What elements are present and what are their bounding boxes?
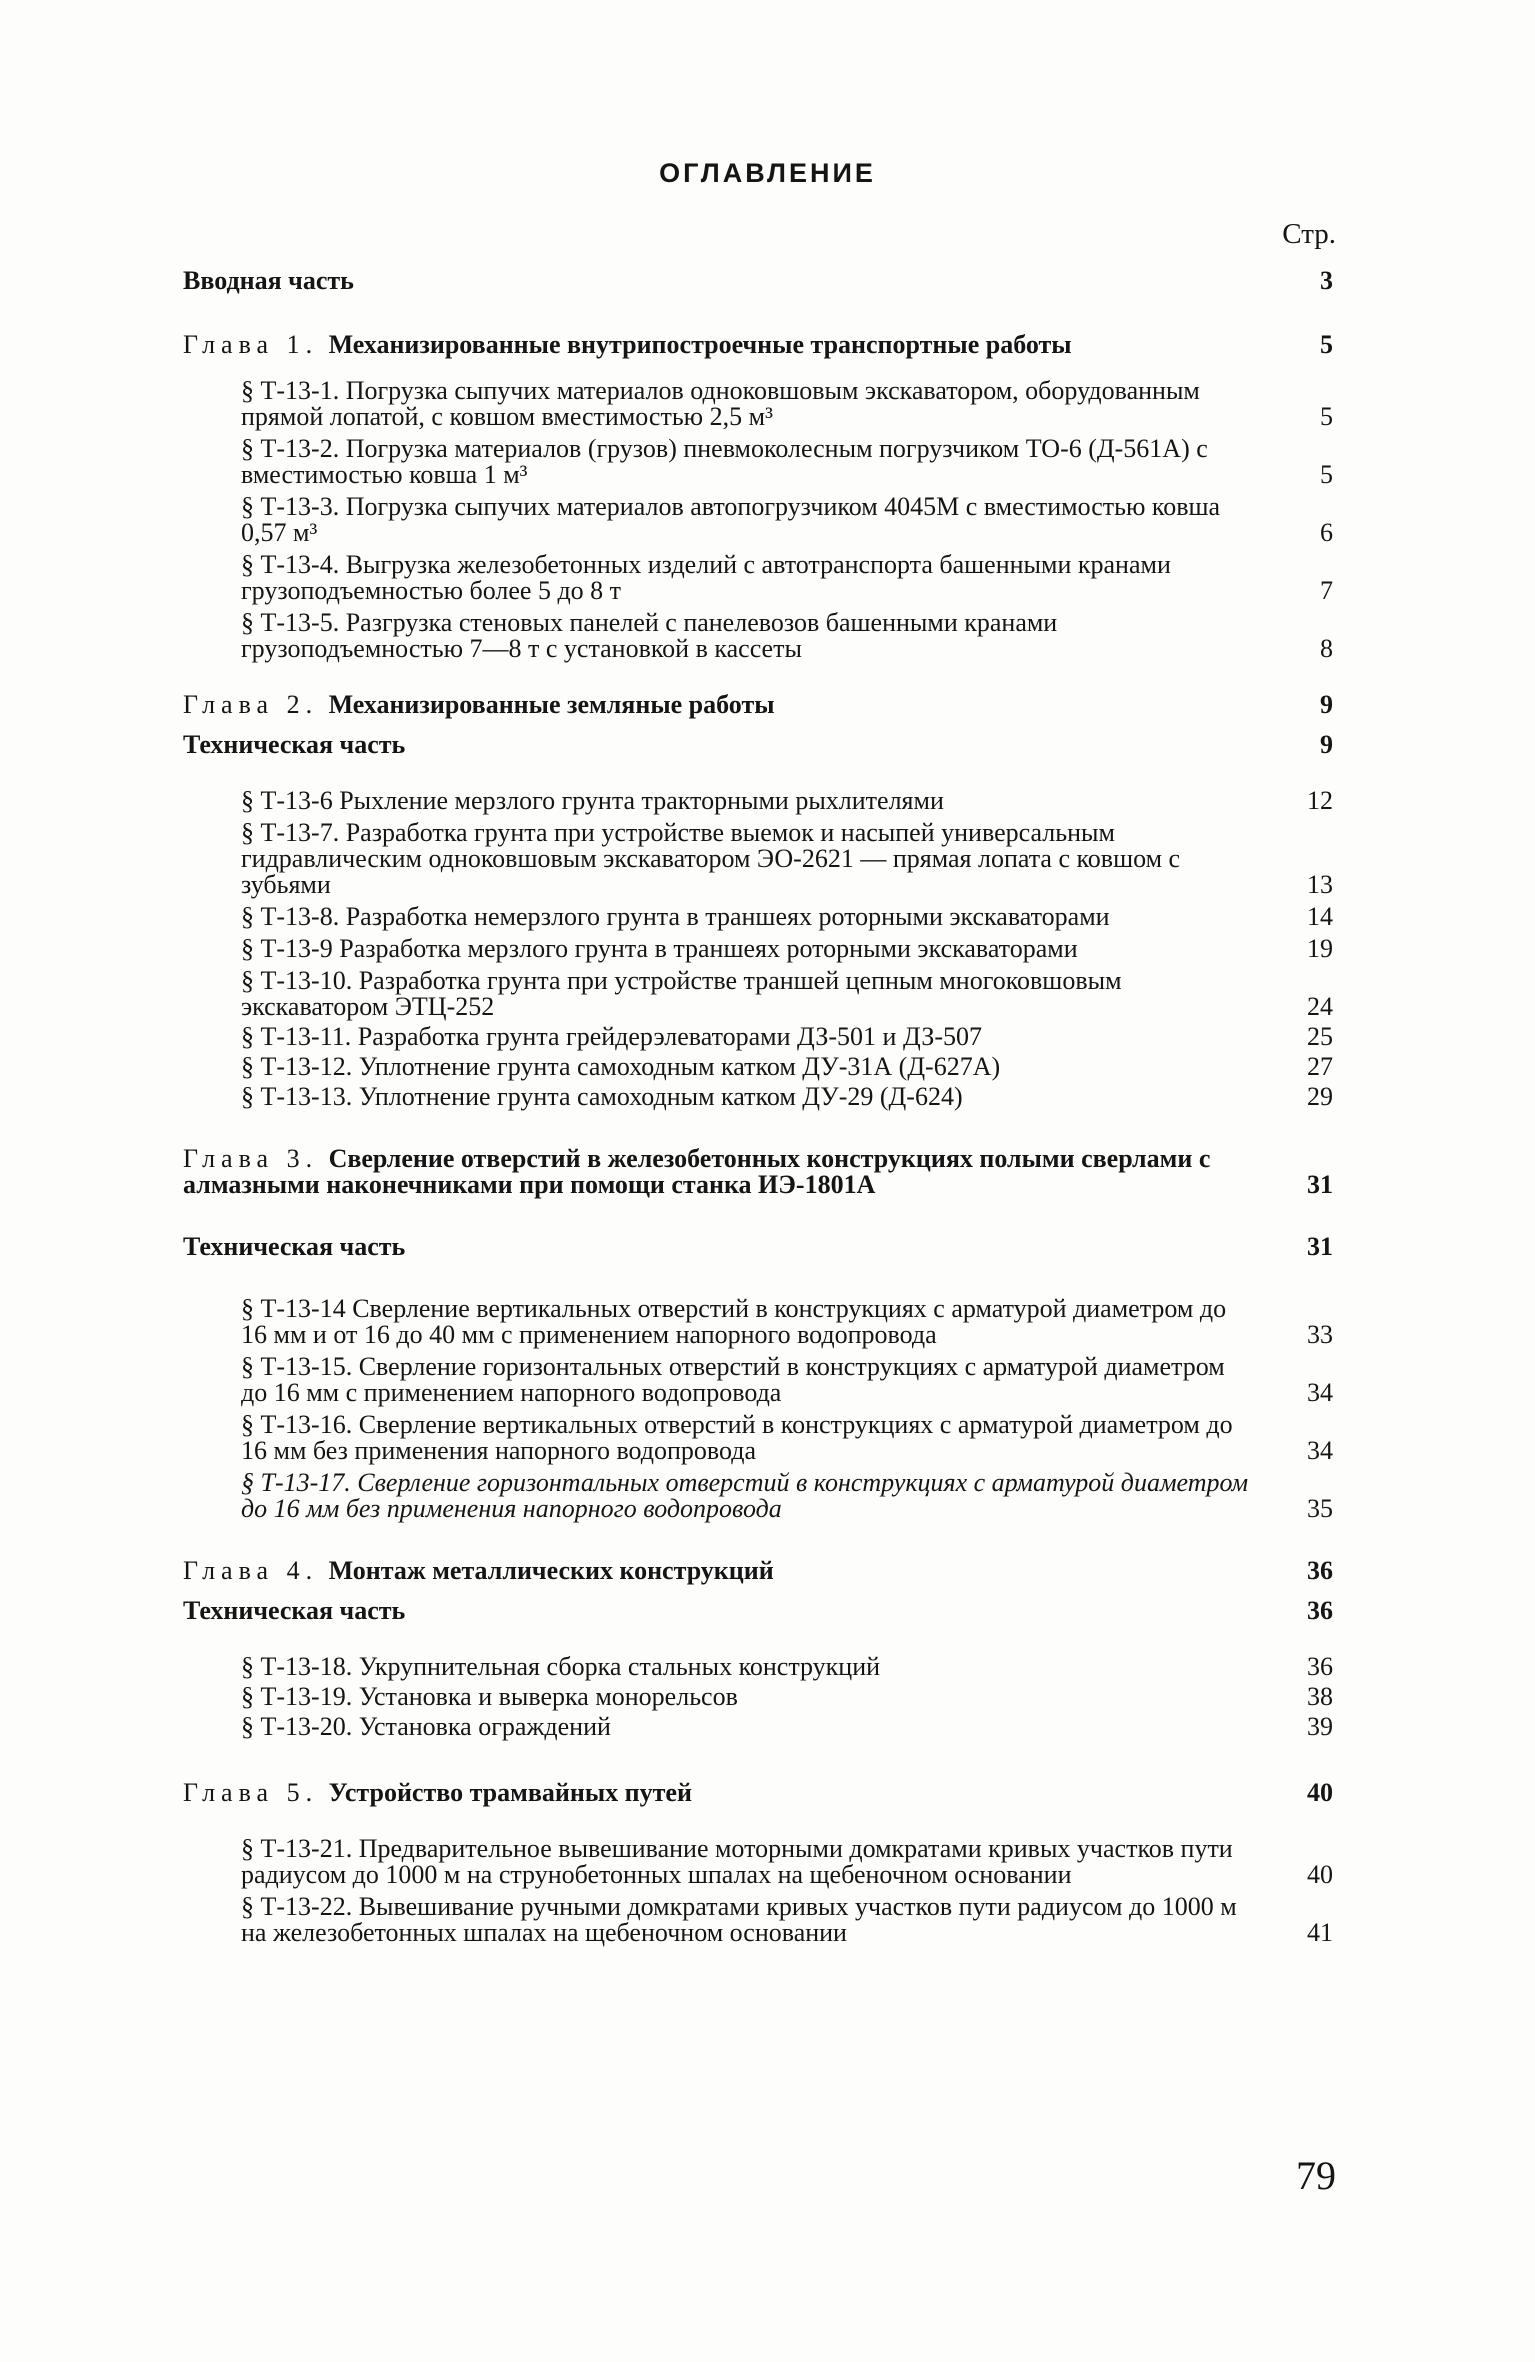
toc-page-number: 35 bbox=[1307, 1494, 1333, 1523]
chapter-label: Глава 1. bbox=[183, 330, 319, 359]
toc-entry-text: § Т-13-13. Уплотнение грунта самоходным катком ДУ-29 (Д-624) bbox=[241, 1082, 963, 1111]
toc-page-number: 31 bbox=[1307, 1232, 1333, 1261]
toc-entry-text: § Т-13-17. Сверление горизонтальных отверстий в конструкциях с арматурой диаметром до 16 мм без применения напорного водопровода bbox=[241, 1468, 1249, 1523]
toc-entry-title bbox=[183, 332, 1277, 358]
toc-section-entry bbox=[183, 788, 1333, 814]
toc-section-entry bbox=[183, 1354, 1333, 1406]
toc-entry-title bbox=[241, 1470, 1277, 1522]
toc-entry-text: § Т-13-6 Рыхление мерзлого грунта тракторными рыхлителями bbox=[241, 786, 944, 815]
toc-section-entry bbox=[183, 494, 1333, 546]
toc-entry-title bbox=[241, 968, 1277, 1020]
toc-page-number: 34 bbox=[1307, 1378, 1333, 1407]
toc-section-entry bbox=[183, 552, 1333, 604]
toc-entry-title bbox=[241, 1354, 1277, 1406]
toc-chapter-entry bbox=[183, 692, 1333, 718]
toc-part-entry bbox=[183, 268, 1333, 294]
toc-page-number: 7 bbox=[1320, 576, 1333, 605]
toc-entry-title bbox=[241, 1714, 1277, 1740]
toc-section-entry bbox=[183, 1654, 1333, 1680]
toc-entry-text: Техническая часть bbox=[183, 1232, 406, 1261]
toc-page-number: 9 bbox=[1320, 730, 1333, 759]
toc-page-number: 14 bbox=[1307, 902, 1333, 931]
toc-entry-text: § Т-13-1. Погрузка сыпучих материалов одноковшовым экскаватором, оборудованным прямой лопатой, с ковшом вместимостью 2,5 м³ bbox=[241, 376, 1200, 431]
toc-entry-title bbox=[241, 1024, 1277, 1050]
toc-page-number: 5 bbox=[1320, 402, 1333, 431]
toc-section-entry bbox=[183, 436, 1333, 488]
toc-entry-title bbox=[241, 820, 1277, 898]
toc-entry-title bbox=[241, 1894, 1277, 1946]
page-number: 79 bbox=[1296, 2153, 1336, 2198]
toc-entry-title bbox=[183, 1146, 1277, 1198]
toc-page-number: 33 bbox=[1307, 1320, 1333, 1349]
chapter-label: Глава 5. bbox=[183, 1778, 319, 1807]
toc-entry-title bbox=[241, 1084, 1277, 1110]
toc-section-entry bbox=[183, 1054, 1333, 1080]
toc-page-number: 38 bbox=[1307, 1682, 1333, 1711]
toc-section-entry bbox=[183, 378, 1333, 430]
toc-page-number: 25 bbox=[1307, 1022, 1333, 1051]
toc-entry-title bbox=[183, 1558, 1277, 1584]
toc-entry-title bbox=[183, 1780, 1277, 1806]
table-of-contents bbox=[183, 268, 1333, 1946]
toc-page-number: 31 bbox=[1307, 1170, 1333, 1199]
toc-entry-title bbox=[183, 692, 1277, 718]
toc-section-entry bbox=[183, 1894, 1333, 1946]
toc-entry-text: § Т-13-21. Предварительное вывешивание моторными домкратами кривых участков пути радиусом до 1000 м на струнобетонных шпалах на щебеночном основании bbox=[241, 1834, 1233, 1889]
toc-entry-text: § Т-13-7. Разработка грунта при устройстве выемок и насыпей универсальным гидравлическим одноковшовым экскаватором ЭО-2621 — прямая лопата с ковшом с зубьями bbox=[241, 818, 1181, 899]
toc-page-number: 13 bbox=[1307, 870, 1333, 899]
toc-entry-title bbox=[183, 268, 1277, 294]
toc-section-entry bbox=[183, 820, 1333, 898]
toc-section-entry bbox=[183, 904, 1333, 930]
toc-entry-title bbox=[241, 552, 1277, 604]
toc-entry-text: Техническая часть bbox=[183, 730, 406, 759]
toc-entry-text: § Т-13-12. Уплотнение грунта самоходным катком ДУ-31А (Д-627А) bbox=[241, 1052, 1001, 1081]
chapter-label: Глава 2. bbox=[183, 690, 319, 719]
toc-page-number: 40 bbox=[1307, 1778, 1333, 1807]
toc-page-number: 36 bbox=[1307, 1556, 1333, 1585]
toc-page-number: 34 bbox=[1307, 1436, 1333, 1465]
toc-page-number: 27 bbox=[1307, 1052, 1333, 1081]
toc-chapter-entry bbox=[183, 1558, 1333, 1584]
toc-entry-text: Механизированные внутрипостроечные транспортные работы bbox=[328, 330, 1072, 359]
toc-section-entry bbox=[183, 1296, 1333, 1348]
toc-chapter-entry bbox=[183, 1146, 1333, 1198]
toc-entry-text: § Т-13-9 Разработка мерзлого грунта в траншеях роторными экскаваторами bbox=[241, 934, 1078, 963]
toc-entry-text: § Т-13-11. Разработка грунта грейдерэлеваторами ДЗ-501 и ДЗ-507 bbox=[241, 1022, 983, 1051]
toc-entry-title bbox=[241, 1296, 1277, 1348]
toc-entry-title bbox=[183, 1598, 1277, 1624]
toc-entry-title bbox=[241, 1836, 1277, 1888]
toc-page-number: 5 bbox=[1320, 330, 1333, 359]
toc-entry-text: § Т-13-20. Установка ограждений bbox=[241, 1712, 611, 1741]
toc-chapter-entry bbox=[183, 332, 1333, 358]
toc-entry-text: Техническая часть bbox=[183, 1596, 406, 1625]
toc-entry-title bbox=[241, 788, 1277, 814]
toc-entry-text: Механизированные земляные работы bbox=[328, 690, 775, 719]
toc-entry-text: § Т-13-16. Сверление вертикальных отверстий в конструкциях с арматурой диаметром до 16 мм без применения напорного водопровода bbox=[241, 1410, 1233, 1465]
toc-section-entry bbox=[183, 936, 1333, 962]
toc-entry-title bbox=[241, 436, 1277, 488]
toc-entry-text: § Т-13-4. Выгрузка железобетонных изделий с автотранспорта башенными кранами грузоподъемностью более 5 до 8 т bbox=[241, 550, 1171, 605]
toc-page-number: 39 bbox=[1307, 1712, 1333, 1741]
toc-entry-title bbox=[241, 1654, 1277, 1680]
toc-entry-text: § Т-13-18. Укрупнительная сборка стальных конструкций bbox=[241, 1652, 881, 1681]
toc-entry-text: § Т-13-2. Погрузка материалов (грузов) пневмоколесным погрузчиком ТО-6 (Д-561А) с вместимостью ковша 1 м³ bbox=[241, 434, 1208, 489]
toc-entry-title bbox=[241, 494, 1277, 546]
toc-section-entry bbox=[183, 1714, 1333, 1740]
toc-entry-title bbox=[241, 936, 1277, 962]
toc-page-number: 19 bbox=[1307, 934, 1333, 963]
toc-page-number: 29 bbox=[1307, 1082, 1333, 1111]
toc-section-entry bbox=[183, 610, 1333, 662]
toc-entry-text: § Т-13-14 Сверление вертикальных отверстий в конструкциях с арматурой диаметром до 16 мм и от 16 до 40 мм с применением напорного водопровода bbox=[241, 1294, 1227, 1349]
toc-entry-text: Вводная часть bbox=[183, 266, 354, 295]
toc-section-entry bbox=[183, 1684, 1333, 1710]
toc-entry-text: § Т-13-19. Установка и выверка монорельсов bbox=[241, 1682, 738, 1711]
toc-entry-text: § Т-13-22. Вывешивание ручными домкратами кривых участков пути радиусом до 1000 м на железобетонных шпалах на щебеночном основании bbox=[241, 1892, 1237, 1947]
toc-page-number: 12 bbox=[1307, 786, 1333, 815]
toc-entry-text: § Т-13-15. Сверление горизонтальных отверстий в конструкциях с арматурой диаметром до 16 мм с применением напорного водопровода bbox=[241, 1352, 1225, 1407]
page-column-header: Стр. bbox=[1282, 218, 1336, 250]
toc-entry-title bbox=[241, 378, 1277, 430]
toc-entry-text: § Т-13-10. Разработка грунта при устройстве траншей цепным многоковшовым экскаватором ЭТЦ-252 bbox=[241, 966, 1122, 1021]
toc-section-entry bbox=[183, 1412, 1333, 1464]
toc-entry-text: Монтаж металлических конструкций bbox=[328, 1556, 774, 1585]
toc-entry-title bbox=[241, 1054, 1277, 1080]
toc-entry-title bbox=[183, 1234, 1277, 1260]
toc-entry-title bbox=[241, 904, 1277, 930]
page-title: ОГЛАВЛЕНИЕ bbox=[659, 158, 876, 188]
toc-entry-title bbox=[241, 610, 1277, 662]
toc-entry-title bbox=[241, 1412, 1277, 1464]
toc-page-number: 41 bbox=[1307, 1918, 1333, 1947]
toc-entry-title bbox=[241, 1684, 1277, 1710]
toc-page-number: 40 bbox=[1307, 1860, 1333, 1889]
chapter-label: Глава 3. bbox=[183, 1144, 319, 1173]
toc-entry-text: § Т-13-8. Разработка немерзлого грунта в траншеях роторными экскаваторами bbox=[241, 902, 1110, 931]
toc-page-number: 36 bbox=[1307, 1596, 1333, 1625]
toc-entry-text: Сверление отверстий в железобетонных конструкциях полыми сверлами с алмазными наконечниками при помощи станка ИЭ-1801А bbox=[183, 1144, 1211, 1199]
toc-page-number: 6 bbox=[1320, 518, 1333, 547]
toc-page-number: 24 bbox=[1307, 992, 1333, 1021]
toc-entry-title bbox=[183, 732, 1277, 758]
toc-section-entry bbox=[183, 1084, 1333, 1110]
toc-entry-text: § Т-13-3. Погрузка сыпучих материалов автопогрузчиком 4045М с вместимостью ковша 0,57 м³ bbox=[241, 492, 1221, 547]
toc-page-number: 5 bbox=[1320, 460, 1333, 489]
toc-chapter-entry bbox=[183, 1780, 1333, 1806]
toc-entry-text: Устройство трамвайных путей bbox=[328, 1778, 692, 1807]
toc-part-entry bbox=[183, 1234, 1333, 1260]
toc-page-number: 36 bbox=[1307, 1652, 1333, 1681]
toc-entry-text: § Т-13-5. Разгрузка стеновых панелей с панелевозов башенными кранами грузоподъемностью 7—8 т с установкой в кассеты bbox=[241, 608, 1058, 663]
toc-page-number: 3 bbox=[1320, 266, 1333, 295]
toc-section-entry bbox=[183, 1024, 1333, 1050]
toc-section-entry bbox=[183, 1470, 1333, 1522]
toc-part-entry bbox=[183, 1598, 1333, 1624]
toc-section-entry bbox=[183, 1836, 1333, 1888]
chapter-label: Глава 4. bbox=[183, 1556, 319, 1585]
toc-page-number: 8 bbox=[1320, 634, 1333, 663]
toc-part-entry bbox=[183, 732, 1333, 758]
toc-section-entry bbox=[183, 968, 1333, 1020]
toc-page-number: 9 bbox=[1320, 690, 1333, 719]
